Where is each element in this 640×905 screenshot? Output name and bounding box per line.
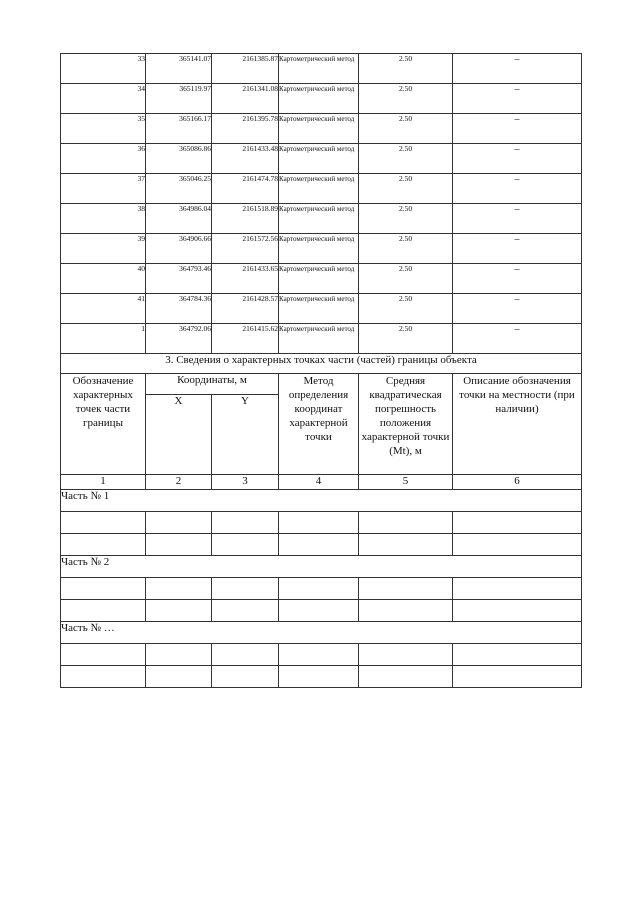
point-accuracy: 2.50 xyxy=(359,264,453,294)
point-x: 364906.66 xyxy=(146,234,212,264)
header-y: Y xyxy=(212,395,279,475)
empty-cell xyxy=(453,578,582,600)
column-number: 6 xyxy=(453,475,582,490)
column-number: 5 xyxy=(359,475,453,490)
header-coordinates: Координаты, м xyxy=(146,374,279,395)
point-y: 2161474.78 xyxy=(212,174,279,204)
point-y: 2161415.62 xyxy=(212,324,279,354)
empty-cell xyxy=(359,666,453,688)
empty-cell xyxy=(359,512,453,534)
point-y: 2161518.89 xyxy=(212,204,279,234)
point-method: Картометрический метод xyxy=(279,84,359,114)
header-description: Описание обозначения точки на местности (при наличии) xyxy=(453,374,582,475)
empty-cell xyxy=(279,600,359,622)
point-accuracy: 2.50 xyxy=(359,324,453,354)
empty-cell xyxy=(212,534,279,556)
empty-cell xyxy=(279,578,359,600)
empty-cell xyxy=(146,512,212,534)
empty-cell xyxy=(279,644,359,666)
point-accuracy: 2.50 xyxy=(359,174,453,204)
point-x: 364986.04 xyxy=(146,204,212,234)
point-method: Картометрический метод xyxy=(279,324,359,354)
boundary-points-table xyxy=(60,53,582,688)
empty-cell xyxy=(359,578,453,600)
empty-row xyxy=(61,644,582,666)
point-method: Картометрический метод xyxy=(279,174,359,204)
table-row xyxy=(61,264,582,294)
empty-row xyxy=(61,578,582,600)
parts-body xyxy=(61,490,582,688)
point-number: 41 xyxy=(61,294,146,324)
empty-cell xyxy=(359,600,453,622)
point-x: 364793.46 xyxy=(146,264,212,294)
column-number: 1 xyxy=(61,475,146,490)
point-method: Картометрический метод xyxy=(279,294,359,324)
point-description: – xyxy=(453,264,582,294)
point-number: 38 xyxy=(61,204,146,234)
point-description: – xyxy=(453,204,582,234)
point-method: Картометрический метод xyxy=(279,204,359,234)
column-number: 3 xyxy=(212,475,279,490)
part-label: Часть № 1 xyxy=(61,490,582,512)
header-x: X xyxy=(146,395,212,475)
part-row xyxy=(61,556,582,578)
table-row xyxy=(61,204,582,234)
empty-row xyxy=(61,512,582,534)
point-method: Картометрический метод xyxy=(279,144,359,174)
empty-row xyxy=(61,600,582,622)
point-x: 365119.97 xyxy=(146,84,212,114)
empty-cell xyxy=(279,534,359,556)
point-method: Картометрический метод xyxy=(279,114,359,144)
empty-cell xyxy=(61,666,146,688)
empty-row xyxy=(61,534,582,556)
empty-cell xyxy=(279,666,359,688)
header-designation: Обозначение характерных точек части границы xyxy=(61,374,146,475)
point-accuracy: 2.50 xyxy=(359,294,453,324)
point-accuracy: 2.50 xyxy=(359,84,453,114)
table-row xyxy=(61,294,582,324)
empty-cell xyxy=(146,666,212,688)
point-description: – xyxy=(453,84,582,114)
point-accuracy: 2.50 xyxy=(359,204,453,234)
empty-cell xyxy=(453,666,582,688)
point-accuracy: 2.50 xyxy=(359,234,453,264)
point-accuracy: 2.50 xyxy=(359,114,453,144)
table-row xyxy=(61,54,582,84)
empty-cell xyxy=(212,666,279,688)
point-y: 2161433.48 xyxy=(212,144,279,174)
column-number: 2 xyxy=(146,475,212,490)
table-row xyxy=(61,114,582,144)
point-y: 2161428.57 xyxy=(212,294,279,324)
point-y: 2161395.78 xyxy=(212,114,279,144)
point-number: 1 xyxy=(61,324,146,354)
point-method: Картометрический метод xyxy=(279,54,359,84)
point-number: 35 xyxy=(61,114,146,144)
empty-cell xyxy=(279,512,359,534)
empty-cell xyxy=(453,644,582,666)
empty-cell xyxy=(146,578,212,600)
empty-row xyxy=(61,666,582,688)
empty-cell xyxy=(212,578,279,600)
point-accuracy: 2.50 xyxy=(359,144,453,174)
point-x: 364784.36 xyxy=(146,294,212,324)
table-row xyxy=(61,174,582,204)
point-description: – xyxy=(453,144,582,174)
point-description: – xyxy=(453,234,582,264)
empty-cell xyxy=(61,578,146,600)
empty-cell xyxy=(453,512,582,534)
header-method: Метод определения координат характерной точки xyxy=(279,374,359,475)
part-row xyxy=(61,490,582,512)
empty-cell xyxy=(61,534,146,556)
point-number: 37 xyxy=(61,174,146,204)
point-method: Картометрический метод xyxy=(279,264,359,294)
point-x: 365141.07 xyxy=(146,54,212,84)
part-row xyxy=(61,622,582,644)
point-number: 34 xyxy=(61,84,146,114)
table-row xyxy=(61,84,582,114)
empty-cell xyxy=(146,534,212,556)
point-description: – xyxy=(453,324,582,354)
column-number: 4 xyxy=(279,475,359,490)
empty-cell xyxy=(453,534,582,556)
point-description: – xyxy=(453,54,582,84)
empty-cell xyxy=(212,600,279,622)
part-label: Часть № 2 xyxy=(61,556,582,578)
empty-cell xyxy=(359,534,453,556)
point-number: 39 xyxy=(61,234,146,264)
point-y: 2161433.65 xyxy=(212,264,279,294)
table-row xyxy=(61,144,582,174)
point-y: 2161341.08 xyxy=(212,84,279,114)
part-label: Часть № … xyxy=(61,622,582,644)
section3-title: 3. Сведения о характерных точках части (частей) границы объекта xyxy=(61,354,582,374)
empty-cell xyxy=(212,644,279,666)
table-row xyxy=(61,234,582,264)
point-x: 364792.06 xyxy=(146,324,212,354)
point-description: – xyxy=(453,294,582,324)
empty-cell xyxy=(146,644,212,666)
header-accuracy: Средняя квадратическая погрешность положения характерной точки (Mt), м xyxy=(359,374,453,475)
empty-cell xyxy=(61,600,146,622)
point-x: 365086.86 xyxy=(146,144,212,174)
point-method: Картометрический метод xyxy=(279,234,359,264)
points-body xyxy=(61,54,582,354)
point-y: 2161385.87 xyxy=(212,54,279,84)
point-number: 33 xyxy=(61,54,146,84)
empty-cell xyxy=(359,644,453,666)
point-number: 40 xyxy=(61,264,146,294)
point-x: 365046.25 xyxy=(146,174,212,204)
empty-cell xyxy=(61,512,146,534)
empty-cell xyxy=(61,644,146,666)
section3 xyxy=(61,354,582,490)
point-x: 365166.17 xyxy=(146,114,212,144)
column-numbers-row xyxy=(61,475,582,490)
empty-cell xyxy=(453,600,582,622)
empty-cell xyxy=(212,512,279,534)
point-description: – xyxy=(453,174,582,204)
empty-cell xyxy=(146,600,212,622)
point-y: 2161572.56 xyxy=(212,234,279,264)
table-row xyxy=(61,324,582,354)
point-number: 36 xyxy=(61,144,146,174)
point-description: – xyxy=(453,114,582,144)
point-accuracy: 2.50 xyxy=(359,54,453,84)
